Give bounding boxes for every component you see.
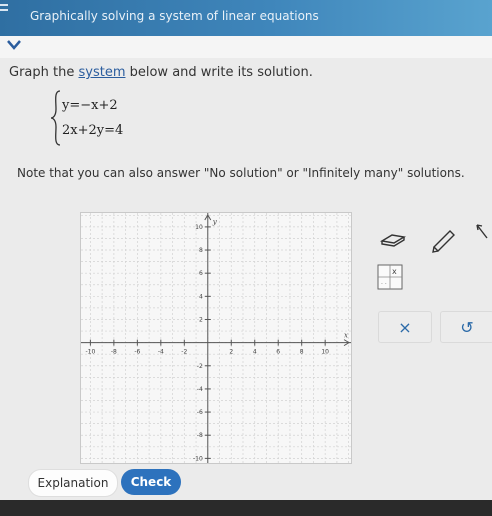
x-tick-label: -8	[110, 348, 117, 356]
prompt-text-start: Graph the	[9, 65, 79, 80]
y-tick-label: -8	[196, 432, 203, 440]
chevron-down-icon[interactable]	[6, 38, 22, 52]
equation-system	[50, 89, 170, 147]
y-tick-label: -4	[196, 385, 203, 393]
equation-2: 2x+2y=4	[62, 123, 124, 138]
x-tick-label: -6	[134, 348, 141, 356]
assignment-title: Graphically solving a system of linear equations	[30, 9, 319, 23]
x-tick-label: 10	[321, 348, 329, 356]
y-tick-label: -10	[192, 455, 203, 463]
x-tick-label: 2	[229, 348, 234, 356]
svg-text:x: x	[392, 267, 397, 276]
footer-bar	[0, 500, 492, 516]
question-prompt	[9, 65, 313, 80]
menu-icon[interactable]	[0, 4, 8, 14]
pencil-tool-icon[interactable]	[430, 225, 458, 257]
x-tick-label: 8	[299, 348, 304, 356]
clear-button[interactable]: ×	[378, 311, 432, 343]
y-tick-label: -6	[196, 409, 203, 417]
y-tick-label: 8	[198, 247, 203, 255]
x-tick-label: 6	[276, 348, 281, 356]
undo-button[interactable]: ↺	[440, 311, 492, 343]
x-tick-label: -2	[181, 348, 188, 356]
header-bar	[0, 0, 492, 36]
explanation-button[interactable]: Explanation	[28, 469, 118, 497]
system-link[interactable]: system	[78, 65, 126, 80]
coordinate-grid[interactable]	[81, 213, 351, 463]
y-tick-label: 6	[198, 270, 203, 278]
x-tick-label: -10	[85, 348, 96, 356]
check-button[interactable]: Check	[121, 469, 181, 495]
arrow-tool-icon[interactable]	[474, 222, 490, 246]
left-brace-icon	[50, 89, 62, 147]
equation-1: y=−x+2	[62, 98, 118, 113]
collapse-strip	[0, 36, 492, 58]
y-tick-label: 4	[198, 293, 203, 301]
y-axis-label: y	[212, 218, 217, 227]
x-axis-label: x	[343, 331, 348, 340]
prompt-text-end: below and write its solution.	[125, 65, 313, 80]
x-tick-label: -4	[157, 348, 164, 356]
y-tick-label: -2	[196, 362, 203, 370]
line-segment-tool-icon[interactable]	[378, 227, 408, 255]
x-tick-label: 4	[252, 348, 257, 356]
graph-area[interactable]	[80, 212, 352, 464]
y-tick-label: 10	[195, 223, 203, 231]
table-tool-icon[interactable]	[377, 264, 403, 294]
y-tick-label: 2	[198, 316, 203, 324]
svg-text:· ·: · ·	[381, 281, 387, 288]
solution-note: Note that you can also answer "No solution" or "Infinitely many" solutions.	[17, 166, 465, 180]
